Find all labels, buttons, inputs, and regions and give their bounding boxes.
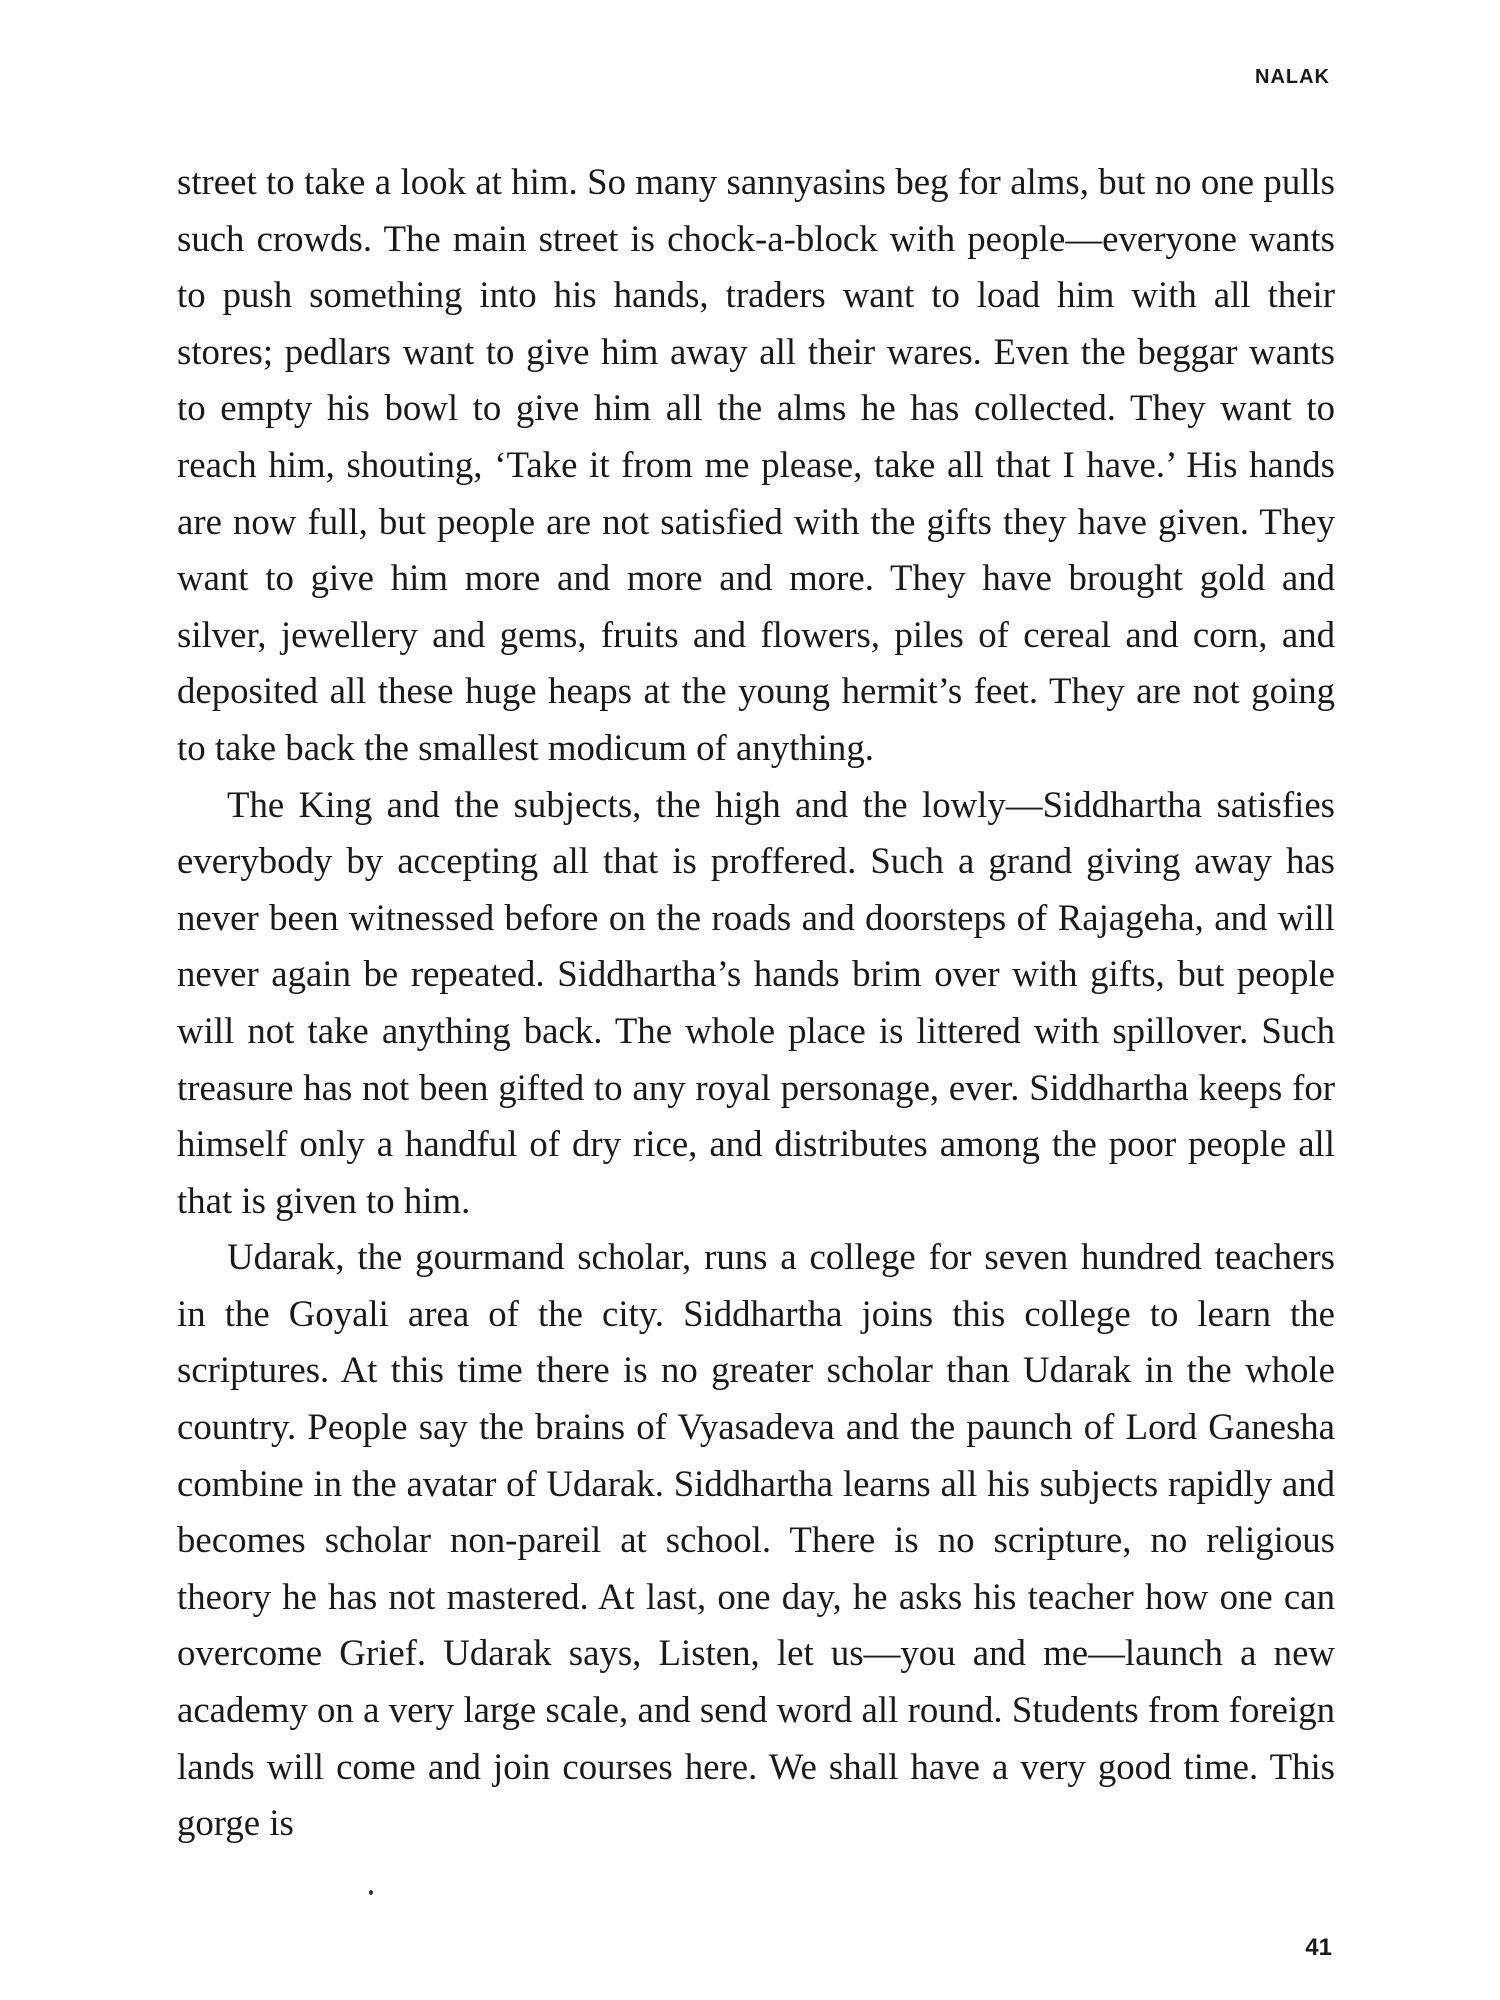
paragraph-continuation: street to take a look at him. So many sannyasins beg for alms, but no one pulls such crowds. The main street is chock-a-block with people—everyone wants to push something into his hands, traders want to load him with all their stores; pedlars want to give him away all their wares. Even the beggar wants to empty his bowl to give him all the alms he has collected. They want to reach him, shouting, ‘Take it from me please, take all that I have.’ His hands are now full, but people are not satisfied with the gifts they have given. They want to give him more and more and more. They have brought gold and silver, jewellery and gems, fruits and flowers, piles of cereal and corn, and deposited all these huge heaps at the young hermit’s feet. They are not going to take back the smallest modicum of anything. <box>177 161 1335 768</box>
page-number: 41 <box>1305 1934 1332 1961</box>
running-head: NALAK <box>1255 66 1330 88</box>
paragraph-udarak: Udarak, the gourmand scholar, runs a college for seven hundred teachers in the Goyali area of the city. Siddhartha joins this college to learn the scriptures. At this time there is no greater scholar than Udarak in the whole country. People say the brains of Vyasadeva and the paunch of Lord Ganesha combine in the avatar of Udarak. Siddhartha learns all his subjects rapidly and becomes scholar non-pareil at school. There is no scripture, no religious theory he has not mastered. At last, one day, he asks his teacher how one can overcome Grief. Udarak says, Listen, let us—you and me—launch a new academy on a very large scale, and send word all round. Students from foreign lands will come and join courses here. We shall have a very good time. This gorge is <box>177 1236 1335 1844</box>
body-text <box>177 154 1335 1852</box>
stray-ink-dot <box>369 1890 373 1895</box>
paragraph-king-and-subjects: The King and the subjects, the high and the lowly—Siddhartha satisfies everybody by accepting all that is proffered. Such a grand giving away has never been witnessed before on the roads and doorsteps of Rajageha, and will never again be repeated. Siddhartha’s hands brim over with gifts, but people will not take anything back. The whole place is littered with spillover. Such treasure has not been gifted to any royal personage, ever. Siddhartha keeps for himself only a handful of dry rice, and distributes among the poor people all that is given to him. <box>177 783 1335 1221</box>
